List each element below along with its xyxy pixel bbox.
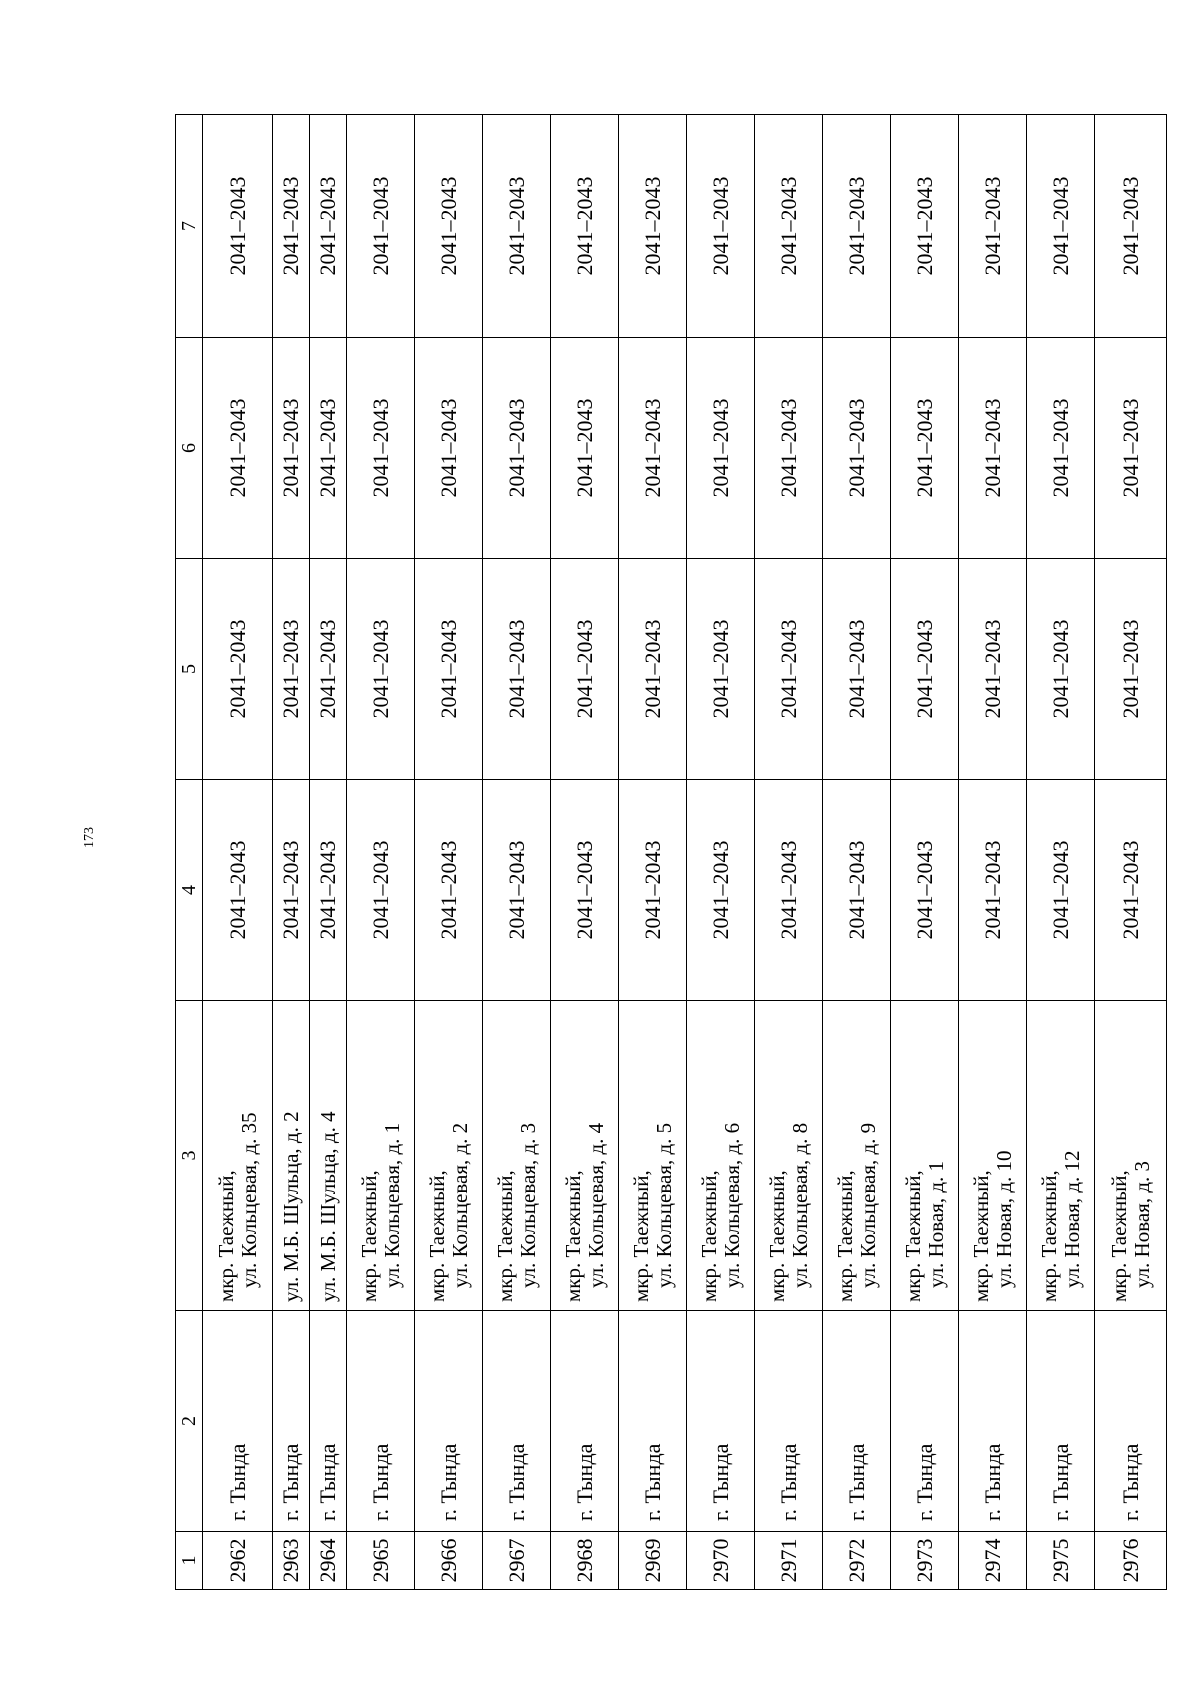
column-header: 4 bbox=[176, 780, 203, 1001]
period-cell: 2041–2043 bbox=[755, 338, 823, 559]
period-cell: 2041–2043 bbox=[551, 780, 619, 1001]
table-row bbox=[755, 115, 823, 1590]
row-number-cell: 2964 bbox=[310, 1532, 347, 1590]
column-header: 7 bbox=[176, 115, 203, 338]
period-cell: 2041–2043 bbox=[755, 115, 823, 338]
period-cell: 2041–2043 bbox=[823, 115, 891, 338]
column-header: 3 bbox=[176, 1001, 203, 1311]
row-number-cell: 2962 bbox=[203, 1532, 273, 1590]
period-cell: 2041–2043 bbox=[891, 780, 959, 1001]
table-row bbox=[551, 115, 619, 1590]
address-line-1: мкр. Таежный, bbox=[697, 1170, 722, 1302]
period-cell: 2041–2043 bbox=[1095, 115, 1167, 338]
table-row bbox=[1027, 115, 1095, 1590]
column-header: 5 bbox=[176, 559, 203, 780]
period-cell: 2041–2043 bbox=[1095, 780, 1167, 1001]
period-cell: 2041–2043 bbox=[1027, 559, 1095, 780]
row-number-cell: 2973 bbox=[891, 1532, 959, 1590]
city-cell: г. Тында bbox=[1095, 1311, 1167, 1532]
address-line-1: мкр. Таежный, bbox=[425, 1170, 450, 1302]
address-cell bbox=[415, 1001, 483, 1311]
period-cell: 2041–2043 bbox=[310, 115, 347, 338]
address-line-1: ул. М.Б. Шульца, д. 4 bbox=[315, 1111, 340, 1302]
address-line-1: мкр. Таежный, bbox=[969, 1170, 994, 1302]
address-line-1: мкр. Таежный, bbox=[1037, 1170, 1062, 1302]
period-cell: 2041–2043 bbox=[551, 338, 619, 559]
period-cell: 2041–2043 bbox=[959, 115, 1027, 338]
address-line-2: ул. Новая, д. 10 bbox=[991, 1150, 1016, 1288]
period-cell: 2041–2043 bbox=[1027, 115, 1095, 338]
period-cell: 2041–2043 bbox=[415, 559, 483, 780]
row-number-cell: 2968 bbox=[551, 1532, 619, 1590]
address-line-2: ул. Кольцевая, д. 9 bbox=[855, 1122, 880, 1288]
city-cell: г. Тында bbox=[203, 1311, 273, 1532]
period-cell: 2041–2043 bbox=[619, 338, 687, 559]
table-header-row bbox=[176, 115, 203, 1590]
period-cell: 2041–2043 bbox=[310, 780, 347, 1001]
table-row bbox=[273, 115, 310, 1590]
period-cell: 2041–2043 bbox=[483, 115, 551, 338]
period-cell: 2041–2043 bbox=[483, 559, 551, 780]
city-cell: г. Тында bbox=[347, 1311, 415, 1532]
period-cell: 2041–2043 bbox=[755, 559, 823, 780]
table-row bbox=[619, 115, 687, 1590]
period-cell: 2041–2043 bbox=[823, 338, 891, 559]
period-cell: 2041–2043 bbox=[959, 338, 1027, 559]
city-cell: г. Тында bbox=[891, 1311, 959, 1532]
address-line-2: ул. Кольцевая, д. 4 bbox=[583, 1122, 608, 1288]
period-cell: 2041–2043 bbox=[1027, 780, 1095, 1001]
row-number-cell: 2975 bbox=[1027, 1532, 1095, 1590]
city-cell: г. Тында bbox=[310, 1311, 347, 1532]
period-cell: 2041–2043 bbox=[1095, 338, 1167, 559]
period-cell: 2041–2043 bbox=[551, 115, 619, 338]
city-cell: г. Тында bbox=[1027, 1311, 1095, 1532]
city-cell: г. Тында bbox=[959, 1311, 1027, 1532]
address-line-1: мкр. Таежный, bbox=[1107, 1170, 1132, 1302]
city-cell: г. Тында bbox=[823, 1311, 891, 1532]
city-cell: г. Тында bbox=[619, 1311, 687, 1532]
table-row bbox=[891, 115, 959, 1590]
city-cell: г. Тында bbox=[415, 1311, 483, 1532]
period-cell: 2041–2043 bbox=[755, 780, 823, 1001]
rotated-table-container bbox=[175, 115, 1154, 1590]
period-cell: 2041–2043 bbox=[891, 115, 959, 338]
period-cell: 2041–2043 bbox=[273, 559, 310, 780]
address-cell bbox=[619, 1001, 687, 1311]
period-cell: 2041–2043 bbox=[687, 559, 755, 780]
address-line-2: ул. Кольцевая, д. 1 bbox=[379, 1122, 404, 1288]
address-cell bbox=[687, 1001, 755, 1311]
table-row bbox=[203, 115, 273, 1590]
period-cell: 2041–2043 bbox=[273, 115, 310, 338]
address-line-2: ул. Кольцевая, д. 8 bbox=[787, 1122, 812, 1288]
period-cell: 2041–2043 bbox=[415, 115, 483, 338]
row-number-cell: 2972 bbox=[823, 1532, 891, 1590]
period-cell: 2041–2043 bbox=[687, 338, 755, 559]
address-line-1: ул. М.Б. Шульца, д. 2 bbox=[278, 1111, 303, 1302]
table-row bbox=[483, 115, 551, 1590]
period-cell: 2041–2043 bbox=[347, 780, 415, 1001]
table-row bbox=[687, 115, 755, 1590]
period-cell: 2041–2043 bbox=[619, 115, 687, 338]
column-header: 1 bbox=[176, 1532, 203, 1590]
row-number-cell: 2967 bbox=[483, 1532, 551, 1590]
address-line-2: ул. Новая, д. 1 bbox=[923, 1160, 948, 1288]
period-cell: 2041–2043 bbox=[1095, 559, 1167, 780]
row-number-cell: 2971 bbox=[755, 1532, 823, 1590]
address-cell bbox=[823, 1001, 891, 1311]
address-line-1: мкр. Таежный, bbox=[493, 1170, 518, 1302]
period-cell: 2041–2043 bbox=[891, 338, 959, 559]
address-line-2: ул. Кольцевая, д. 5 bbox=[651, 1122, 676, 1288]
data-table bbox=[175, 114, 1167, 1590]
period-cell: 2041–2043 bbox=[310, 559, 347, 780]
period-cell: 2041–2043 bbox=[959, 780, 1027, 1001]
period-cell: 2041–2043 bbox=[347, 338, 415, 559]
period-cell: 2041–2043 bbox=[415, 780, 483, 1001]
address-cell bbox=[959, 1001, 1027, 1311]
row-number-cell: 2969 bbox=[619, 1532, 687, 1590]
period-cell: 2041–2043 bbox=[273, 338, 310, 559]
page-number: 173 bbox=[82, 827, 97, 848]
address-line-2: ул. Кольцевая, д. 6 bbox=[719, 1122, 744, 1288]
row-number-cell: 2976 bbox=[1095, 1532, 1167, 1590]
period-cell: 2041–2043 bbox=[203, 559, 273, 780]
table-row bbox=[310, 115, 347, 1590]
address-cell bbox=[1027, 1001, 1095, 1311]
address-cell bbox=[891, 1001, 959, 1311]
address-cell bbox=[347, 1001, 415, 1311]
address-line-1: мкр. Таежный, bbox=[357, 1170, 382, 1302]
period-cell: 2041–2043 bbox=[619, 780, 687, 1001]
period-cell: 2041–2043 bbox=[347, 115, 415, 338]
period-cell: 2041–2043 bbox=[823, 559, 891, 780]
row-number-cell: 2966 bbox=[415, 1532, 483, 1590]
period-cell: 2041–2043 bbox=[619, 559, 687, 780]
address-cell bbox=[551, 1001, 619, 1311]
address-cell bbox=[755, 1001, 823, 1311]
address-line-1: мкр. Таежный, bbox=[765, 1170, 790, 1302]
period-cell: 2041–2043 bbox=[310, 338, 347, 559]
period-cell: 2041–2043 bbox=[959, 559, 1027, 780]
row-number-cell: 2974 bbox=[959, 1532, 1027, 1590]
address-line-1: мкр. Таежный, bbox=[561, 1170, 586, 1302]
address-cell bbox=[483, 1001, 551, 1311]
period-cell: 2041–2043 bbox=[1027, 338, 1095, 559]
row-number-cell: 2965 bbox=[347, 1532, 415, 1590]
address-line-1: мкр. Таежный, bbox=[901, 1170, 926, 1302]
city-cell: г. Тында bbox=[551, 1311, 619, 1532]
period-cell: 2041–2043 bbox=[203, 780, 273, 1001]
period-cell: 2041–2043 bbox=[483, 338, 551, 559]
city-cell: г. Тында bbox=[273, 1311, 310, 1532]
address-line-2: ул. Новая, д. 3 bbox=[1129, 1160, 1154, 1288]
address-cell bbox=[203, 1001, 273, 1311]
period-cell: 2041–2043 bbox=[203, 338, 273, 559]
period-cell: 2041–2043 bbox=[687, 780, 755, 1001]
period-cell: 2041–2043 bbox=[203, 115, 273, 338]
period-cell: 2041–2043 bbox=[483, 780, 551, 1001]
table-row bbox=[823, 115, 891, 1590]
table-row bbox=[959, 115, 1027, 1590]
table-row bbox=[415, 115, 483, 1590]
table-row bbox=[1095, 115, 1167, 1590]
address-line-2: ул. Кольцевая, д. 3 bbox=[515, 1122, 540, 1288]
period-cell: 2041–2043 bbox=[891, 559, 959, 780]
address-line-1: мкр. Таежный, bbox=[214, 1170, 239, 1302]
column-header: 6 bbox=[176, 338, 203, 559]
period-cell: 2041–2043 bbox=[551, 559, 619, 780]
city-cell: г. Тында bbox=[483, 1311, 551, 1532]
row-number-cell: 2970 bbox=[687, 1532, 755, 1590]
table-body bbox=[203, 115, 1167, 1590]
address-line-2: ул. Кольцевая, д. 2 bbox=[447, 1122, 472, 1288]
address-line-2: ул. Кольцевая, д. 35 bbox=[236, 1112, 261, 1288]
address-cell bbox=[273, 1001, 310, 1311]
address-cell bbox=[310, 1001, 347, 1311]
address-cell bbox=[1095, 1001, 1167, 1311]
address-line-1: мкр. Таежный, bbox=[629, 1170, 654, 1302]
row-number-cell: 2963 bbox=[273, 1532, 310, 1590]
address-line-1: мкр. Таежный, bbox=[833, 1170, 858, 1302]
city-cell: г. Тында bbox=[687, 1311, 755, 1532]
table-row bbox=[347, 115, 415, 1590]
column-header: 2 bbox=[176, 1311, 203, 1532]
period-cell: 2041–2043 bbox=[273, 780, 310, 1001]
period-cell: 2041–2043 bbox=[415, 338, 483, 559]
period-cell: 2041–2043 bbox=[823, 780, 891, 1001]
city-cell: г. Тында bbox=[755, 1311, 823, 1532]
period-cell: 2041–2043 bbox=[687, 115, 755, 338]
period-cell: 2041–2043 bbox=[347, 559, 415, 780]
address-line-2: ул. Новая, д. 12 bbox=[1059, 1150, 1084, 1288]
